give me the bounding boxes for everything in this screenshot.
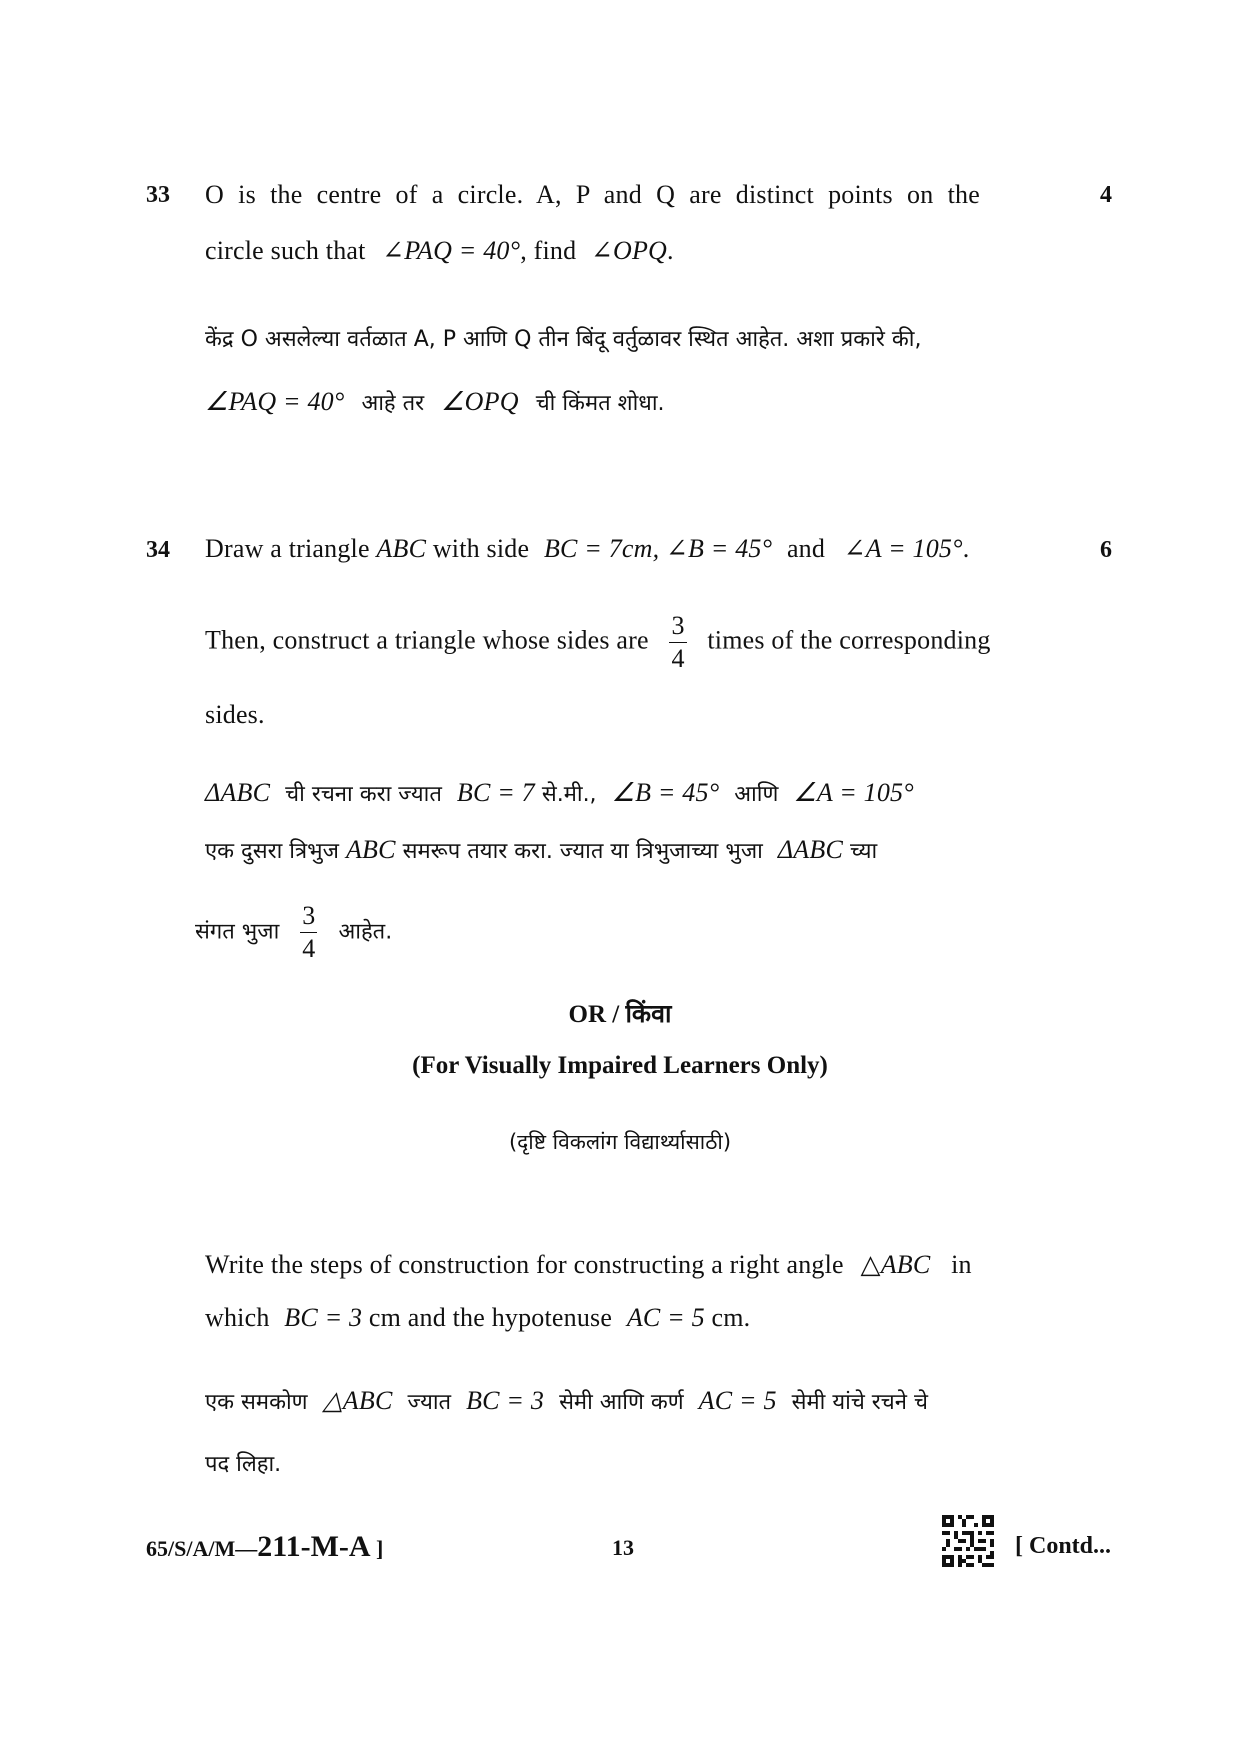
bc-expression: BC = 3 xyxy=(466,1386,545,1415)
angle-opq-expression: ∠OPQ xyxy=(441,387,519,416)
qr-code-icon xyxy=(942,1515,994,1572)
q33-text: आहे तर xyxy=(361,391,425,416)
q34-marathi-line2 xyxy=(205,835,877,865)
vi-text: सेमी यांचे रचने चे xyxy=(791,1390,928,1415)
q33-marathi-line1: केंद्र O असलेल्या वर्तळात A, P आणि Q तीन बिंदू वर्तुळावर स्थित आहेत. अशा प्रकारे की, xyxy=(205,327,922,352)
angle-b-expression: ∠B = 45° xyxy=(611,778,720,807)
q33-text: , find xyxy=(520,236,577,265)
vi-text: एक समकोण xyxy=(205,1390,308,1415)
vi-marathi-line1 xyxy=(205,1386,928,1416)
fraction-three-quarters xyxy=(669,613,686,672)
q34-text: times of the corresponding xyxy=(707,625,991,655)
angle-paq-expression: ∠PAQ = 40° xyxy=(205,387,345,416)
marks-q33: 4 xyxy=(1100,182,1112,208)
q34-text: आणि xyxy=(734,782,779,807)
triangle-abc: △ABC xyxy=(322,1386,393,1415)
q34-text: च्या xyxy=(850,839,878,864)
triangle-abc: ABC xyxy=(376,534,427,563)
q33-marathi-line2 xyxy=(205,387,665,417)
ac-expression: AC = 5 xyxy=(698,1386,777,1415)
bc-expression: BC = 7 xyxy=(456,778,535,807)
vi-english-line2 xyxy=(205,1303,750,1333)
q33-english-line2 xyxy=(205,236,674,266)
page-number: 13 xyxy=(612,1535,634,1560)
q34-english-line2 xyxy=(205,613,991,672)
fraction-numerator: 3 xyxy=(300,903,317,933)
bc-angle-b-expression: BC = 7cm, ∠B = 45° xyxy=(543,534,773,563)
fraction-numerator: 3 xyxy=(669,613,686,643)
q34-text: . xyxy=(962,534,970,563)
q33-text: circle such that xyxy=(205,236,366,265)
q34-text: संगत भुजा xyxy=(195,919,280,945)
q34-text: Draw a triangle xyxy=(205,534,370,563)
q34-text: and xyxy=(786,534,826,563)
or-separator: OR / किंवा xyxy=(568,1001,672,1028)
q34-marathi-line1 xyxy=(205,778,914,808)
triangle-abc: ABC xyxy=(345,835,396,864)
ac-expression: AC = 5 xyxy=(626,1303,705,1332)
paper-code xyxy=(146,1530,383,1564)
vi-text: ज्यात xyxy=(407,1390,452,1415)
vi-text: Write the steps of construction for constructing a right angle xyxy=(205,1250,844,1279)
q34-english-line3: sides. xyxy=(205,700,265,729)
q34-text: समरूप तयार करा. ज्यात या त्रिभुजाच्या भुजा xyxy=(402,839,763,864)
q34-text: Then, construct a triangle whose sides are xyxy=(205,625,649,655)
triangle-abc: ΔABC xyxy=(777,835,844,864)
q34-text: से.मी., xyxy=(541,782,597,807)
continued-label: [ Contd... xyxy=(1015,1533,1112,1559)
fraction-denominator: 4 xyxy=(302,934,316,963)
question-number-33: 33 xyxy=(146,182,170,208)
fraction-denominator: 4 xyxy=(671,644,685,673)
marks-q34: 6 xyxy=(1100,537,1112,563)
triangle-abc: ΔABC xyxy=(205,778,271,807)
angle-paq-expression: ∠PAQ = 40° xyxy=(382,236,521,265)
triangle-abc: △ABC xyxy=(860,1250,931,1279)
vi-text: cm and the hypotenuse xyxy=(368,1303,613,1332)
q34-text: एक दुसरा त्रिभुज xyxy=(205,839,339,864)
vi-text: in xyxy=(951,1250,972,1279)
q33-text: . xyxy=(667,236,674,265)
vi-text: cm. xyxy=(711,1303,751,1332)
bc-expression: BC = 3 xyxy=(284,1303,363,1332)
vi-english-line1 xyxy=(205,1250,972,1280)
q34-text: ची रचना करा ज्यात xyxy=(285,782,442,807)
q34-text: आहेत. xyxy=(338,919,393,945)
fraction-three-quarters xyxy=(300,903,317,962)
paper-code-main: 211-M-A xyxy=(257,1530,371,1563)
angle-a-expression: ∠A = 105° xyxy=(843,534,963,563)
paper-code-suffix: ] xyxy=(370,1536,384,1561)
angle-opq-expression: ∠OPQ xyxy=(591,236,668,265)
vi-text: which xyxy=(205,1303,270,1332)
question-number-34: 34 xyxy=(146,537,170,563)
paper-code-prefix: 65/S/A/M— xyxy=(146,1536,258,1561)
q33-english-line1: O is the centre of a circle. A, P and Q are distinct points on the xyxy=(205,180,980,209)
vi-marathi-line2: पद लिहा. xyxy=(205,1452,282,1477)
q34-marathi-line3 xyxy=(195,903,392,962)
vi-text: सेमी आणि कर्ण xyxy=(559,1390,684,1415)
q34-text: with side xyxy=(432,534,530,563)
angle-a-expression: ∠A = 105° xyxy=(793,778,914,807)
q33-text: ची किंमत शोधा. xyxy=(535,391,665,416)
visually-impaired-heading-marathi: (दृष्टि विकलांग विद्यार्थ्यासाठी) xyxy=(508,1130,732,1154)
q34-english-line1 xyxy=(205,534,969,564)
visually-impaired-heading: (For Visually Impaired Learners Only) xyxy=(412,1052,828,1079)
